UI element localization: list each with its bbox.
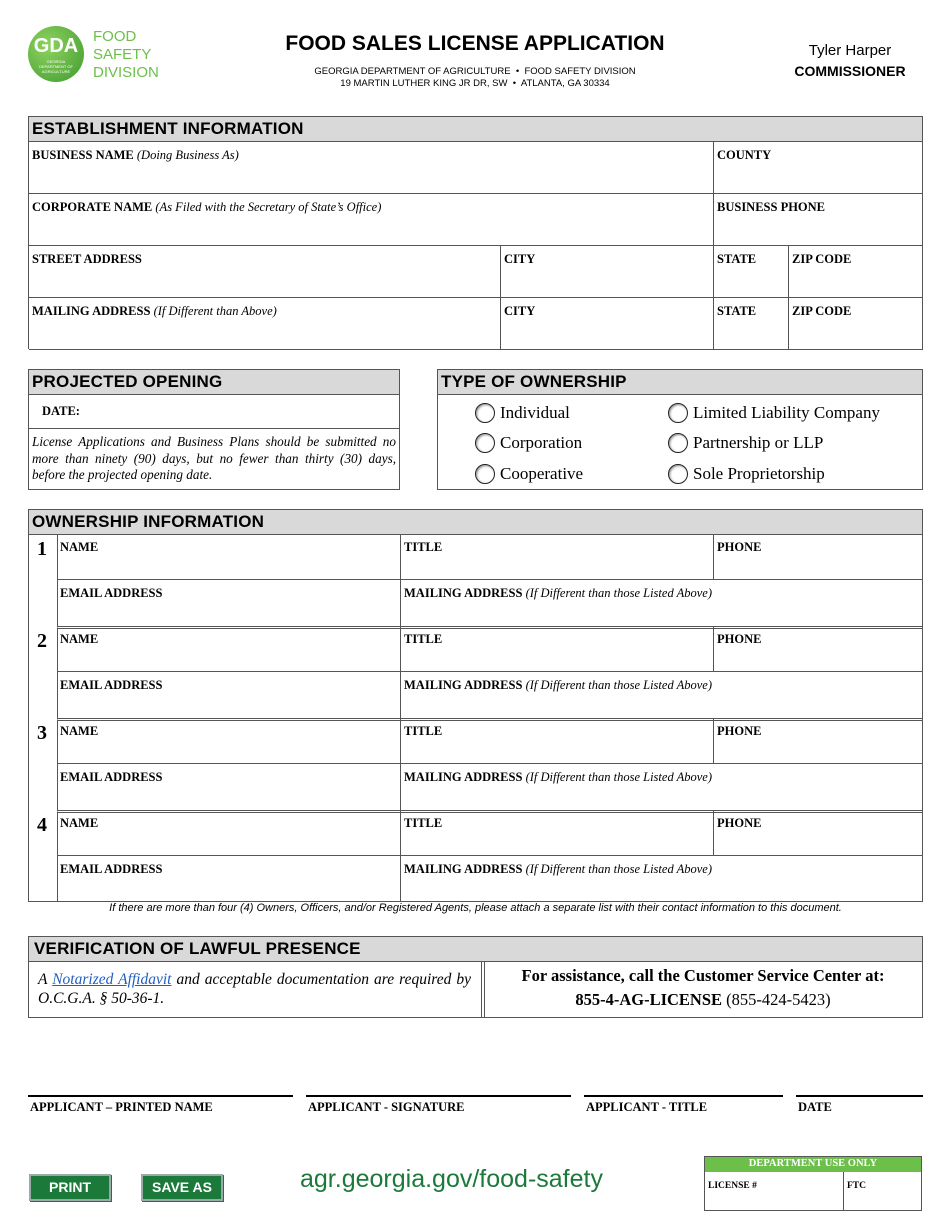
gda-logo: [28, 26, 84, 82]
license-number-label: LICENSE #: [708, 1181, 757, 1191]
owner-phone-field[interactable]: [714, 534, 923, 580]
street-address-field[interactable]: [29, 246, 501, 298]
owner-email-field[interactable]: [57, 856, 401, 902]
mailing-address-field[interactable]: [29, 298, 501, 350]
logo-text: GDA: [33, 35, 79, 57]
radio-circle[interactable]: [668, 464, 688, 484]
owner-email-field[interactable]: [57, 580, 401, 626]
division-subtitle: FOOD SAFETY DIVISION: [524, 66, 636, 77]
commissioner-name: Tyler Harper: [808, 42, 892, 59]
zip-label: ZIP CODE: [792, 252, 852, 266]
sig-label-printed-name: APPLICANT – PRINTED NAME: [30, 1100, 213, 1114]
business-name-note: (Doing Business As): [136, 148, 239, 162]
county-field[interactable]: [714, 142, 923, 194]
verification-divider: [481, 961, 485, 1018]
verification-heading: VERIFICATION OF LAWFUL PRESENCE: [28, 936, 923, 962]
license-number-field[interactable]: [705, 1172, 844, 1211]
ftc-field[interactable]: [844, 1172, 921, 1211]
owner-email-field[interactable]: [57, 672, 401, 718]
owner-mailing-label: MAILING ADDRESS: [404, 678, 523, 692]
owner-mailing-note: (If Different than those Listed Above): [525, 770, 712, 784]
owner-number: 3: [37, 722, 47, 744]
owner-phone-label: PHONE: [717, 816, 762, 830]
phone-vanity: 855-4-AG-LICENSE: [575, 990, 723, 1009]
phone-number: (855-424-5423): [726, 990, 831, 1009]
state-field[interactable]: [714, 246, 789, 298]
owner-title-field[interactable]: [401, 626, 714, 672]
state-label: STATE: [717, 304, 757, 318]
owner-mailing-field[interactable]: [401, 580, 923, 626]
division-line: FOOD: [93, 28, 137, 45]
owner-mailing-field[interactable]: [401, 856, 923, 902]
radio-circle[interactable]: [475, 403, 495, 423]
zip-label: ZIP CODE: [792, 304, 852, 318]
owner-email-label: EMAIL ADDRESS: [60, 678, 163, 692]
sig-line-title[interactable]: [584, 1095, 783, 1097]
sig-label-signature: APPLICANT - SIGNATURE: [308, 1100, 465, 1114]
owner-mailing-field[interactable]: [401, 672, 923, 718]
commissioner-title: COMMISSIONER: [794, 63, 906, 79]
owner-number: 2: [37, 630, 47, 652]
owner-phone-label: PHONE: [717, 632, 762, 646]
radio-partnership[interactable]: [668, 433, 823, 453]
assistance-phone: [488, 990, 918, 1010]
establishment-heading: ESTABLISHMENT INFORMATION: [28, 116, 923, 142]
division-line: DIVISION: [93, 64, 159, 81]
website-url: agr.georgia.gov/food-safety: [300, 1165, 603, 1193]
header-address: GEORGIA DEPARTMENT OF AGRICULTURE • FOOD SAFETY DIVISION 19 MARTIN LUTHER KING JR DR, SW • ATLANTA, GA 30334: [314, 66, 636, 89]
radio-label: Partnership or LLP: [693, 433, 824, 452]
business-phone-label: BUSINESS PHONE: [717, 200, 826, 214]
verification-text: [38, 970, 471, 1008]
verification-text-a: A: [38, 971, 48, 988]
opening-note: License Applications and Business Plans should be submitted no more than ninety (90) days, but no fewer than thirty (30) days, before the projected opening date.: [32, 434, 396, 482]
radio-label: Individual: [500, 403, 570, 422]
owner-name-label: NAME: [60, 816, 99, 830]
assistance-line: For assistance, call the Customer Service Center at:: [521, 966, 885, 985]
city-label: CITY: [504, 252, 536, 266]
owner-name-field[interactable]: [57, 534, 401, 580]
street-address: 19 MARTIN LUTHER KING JR DR, SW: [340, 78, 508, 89]
establishment-grid: [28, 141, 923, 349]
owner-number: 4: [37, 814, 47, 836]
owner-mailing-note: (If Different than those Listed Above): [525, 862, 712, 876]
radio-label: Corporation: [500, 433, 583, 452]
dept-use-box: [704, 1156, 922, 1211]
owner-name-field[interactable]: [57, 810, 401, 856]
owner-email-field[interactable]: [57, 764, 401, 810]
verification-text-b: and acceptable documentation are required by O.C.G.A. § 50-36-1.: [38, 971, 472, 1007]
owner-email-label: EMAIL ADDRESS: [60, 586, 163, 600]
owner-mailing-label: MAILING ADDRESS: [404, 586, 523, 600]
owner-title-label: TITLE: [404, 632, 443, 646]
radio-circle[interactable]: [475, 433, 495, 453]
mailing-city-field[interactable]: [501, 298, 714, 350]
owner-name-label: NAME: [60, 540, 99, 554]
corporate-name-label: CORPORATE NAME: [32, 200, 153, 214]
division-name: [93, 28, 159, 82]
division-line: SAFETY: [93, 46, 152, 63]
business-name-field[interactable]: [29, 142, 714, 194]
save-as-button[interactable]: SAVE AS: [141, 1174, 223, 1201]
radio-label: Cooperative: [500, 464, 584, 483]
owner-phone-field[interactable]: [714, 718, 923, 764]
owner-phone-label: PHONE: [717, 540, 762, 554]
dept-name: GEORGIA DEPARTMENT OF AGRICULTURE: [314, 66, 511, 77]
sig-label-title: APPLICANT - TITLE: [586, 1100, 708, 1114]
owner-title-field[interactable]: [401, 534, 714, 580]
owner-name-label: NAME: [60, 632, 99, 646]
radio-label: Limited Liability Company: [693, 403, 880, 422]
dept-use-heading: DEPARTMENT USE ONLY: [705, 1157, 921, 1172]
city-label: CITY: [504, 304, 536, 318]
owner-title-label: TITLE: [404, 816, 443, 830]
state-label: STATE: [717, 252, 757, 266]
owner-name-label: NAME: [60, 724, 99, 738]
city-field[interactable]: [501, 246, 714, 298]
business-phone-field[interactable]: [714, 194, 923, 246]
radio-circle[interactable]: [475, 464, 495, 484]
sig-line-printed-name[interactable]: [28, 1095, 293, 1097]
radio-cooperative[interactable]: [475, 464, 583, 484]
ftc-label: FTC: [847, 1181, 866, 1191]
owner-name-field[interactable]: [57, 626, 401, 672]
opening-heading: PROJECTED OPENING: [28, 369, 400, 395]
owner-mailing-field[interactable]: [401, 764, 923, 810]
radio-individual[interactable]: [475, 403, 570, 423]
mailing-address-label: MAILING ADDRESS: [32, 304, 151, 318]
sig-line-date[interactable]: [796, 1095, 923, 1097]
ownership-type-heading: TYPE OF OWNERSHIP: [437, 369, 923, 395]
notarized-affidavit-link[interactable]: Notarized Affidavit: [52, 971, 172, 988]
zip-field[interactable]: [789, 246, 923, 298]
mailing-zip-field[interactable]: [789, 298, 923, 350]
county-label: COUNTY: [717, 148, 772, 162]
radio-label: Sole Proprietorship: [693, 464, 825, 483]
business-name-label: BUSINESS NAME: [32, 148, 134, 162]
owner-mailing-label: MAILING ADDRESS: [404, 770, 523, 784]
street-address-label: STREET ADDRESS: [32, 252, 142, 266]
opening-date-label: DATE:: [42, 404, 80, 418]
owner-phone-label: PHONE: [717, 724, 762, 738]
mailing-address-note: (If Different than Above): [153, 304, 277, 318]
owner-title-field[interactable]: [401, 810, 714, 856]
sig-label-date: DATE: [798, 1100, 832, 1114]
page-title: FOOD SALES LICENSE APPLICATION: [285, 32, 665, 55]
opening-box: [28, 394, 400, 490]
radio-sole-proprietorship[interactable]: [668, 464, 825, 484]
sig-line-signature[interactable]: [306, 1095, 571, 1097]
owner-name-field[interactable]: [57, 718, 401, 764]
owner-title-field[interactable]: [401, 718, 714, 764]
owner-phone-field[interactable]: [714, 626, 923, 672]
owner-phone-field[interactable]: [714, 810, 923, 856]
mailing-state-field[interactable]: [714, 298, 789, 350]
owner-mailing-note: (If Different than those Listed Above): [525, 586, 712, 600]
opening-date-field[interactable]: [29, 395, 399, 429]
owner-mailing-note: (If Different than those Listed Above): [525, 678, 712, 692]
radio-llc[interactable]: [668, 403, 880, 423]
radio-circle[interactable]: [668, 403, 688, 423]
corporate-name-field[interactable]: [29, 194, 714, 246]
radio-circle[interactable]: [668, 433, 688, 453]
owner-mailing-label: MAILING ADDRESS: [404, 862, 523, 876]
owners-heading: OWNERSHIP INFORMATION: [28, 509, 923, 535]
owner-title-label: TITLE: [404, 540, 443, 554]
radio-corporation[interactable]: [475, 433, 582, 453]
owner-title-label: TITLE: [404, 724, 443, 738]
city-address: ATLANTA, GA 30334: [520, 78, 610, 89]
owner-email-label: EMAIL ADDRESS: [60, 770, 163, 784]
owner-email-label: EMAIL ADDRESS: [60, 862, 163, 876]
corporate-name-note: (As Filed with the Secretary of State’s Office): [155, 200, 382, 214]
print-button[interactable]: PRINT: [29, 1174, 111, 1201]
logo-small-text: GEORGIA DEPARTMENT OF AGRICULTURE: [39, 59, 73, 74]
owners-footnote: If there are more than four (4) Owners, Officers, and/or Registered Agents, please attach a separate list with their contact information to this document.: [109, 902, 842, 914]
owner-number: 1: [37, 538, 47, 560]
